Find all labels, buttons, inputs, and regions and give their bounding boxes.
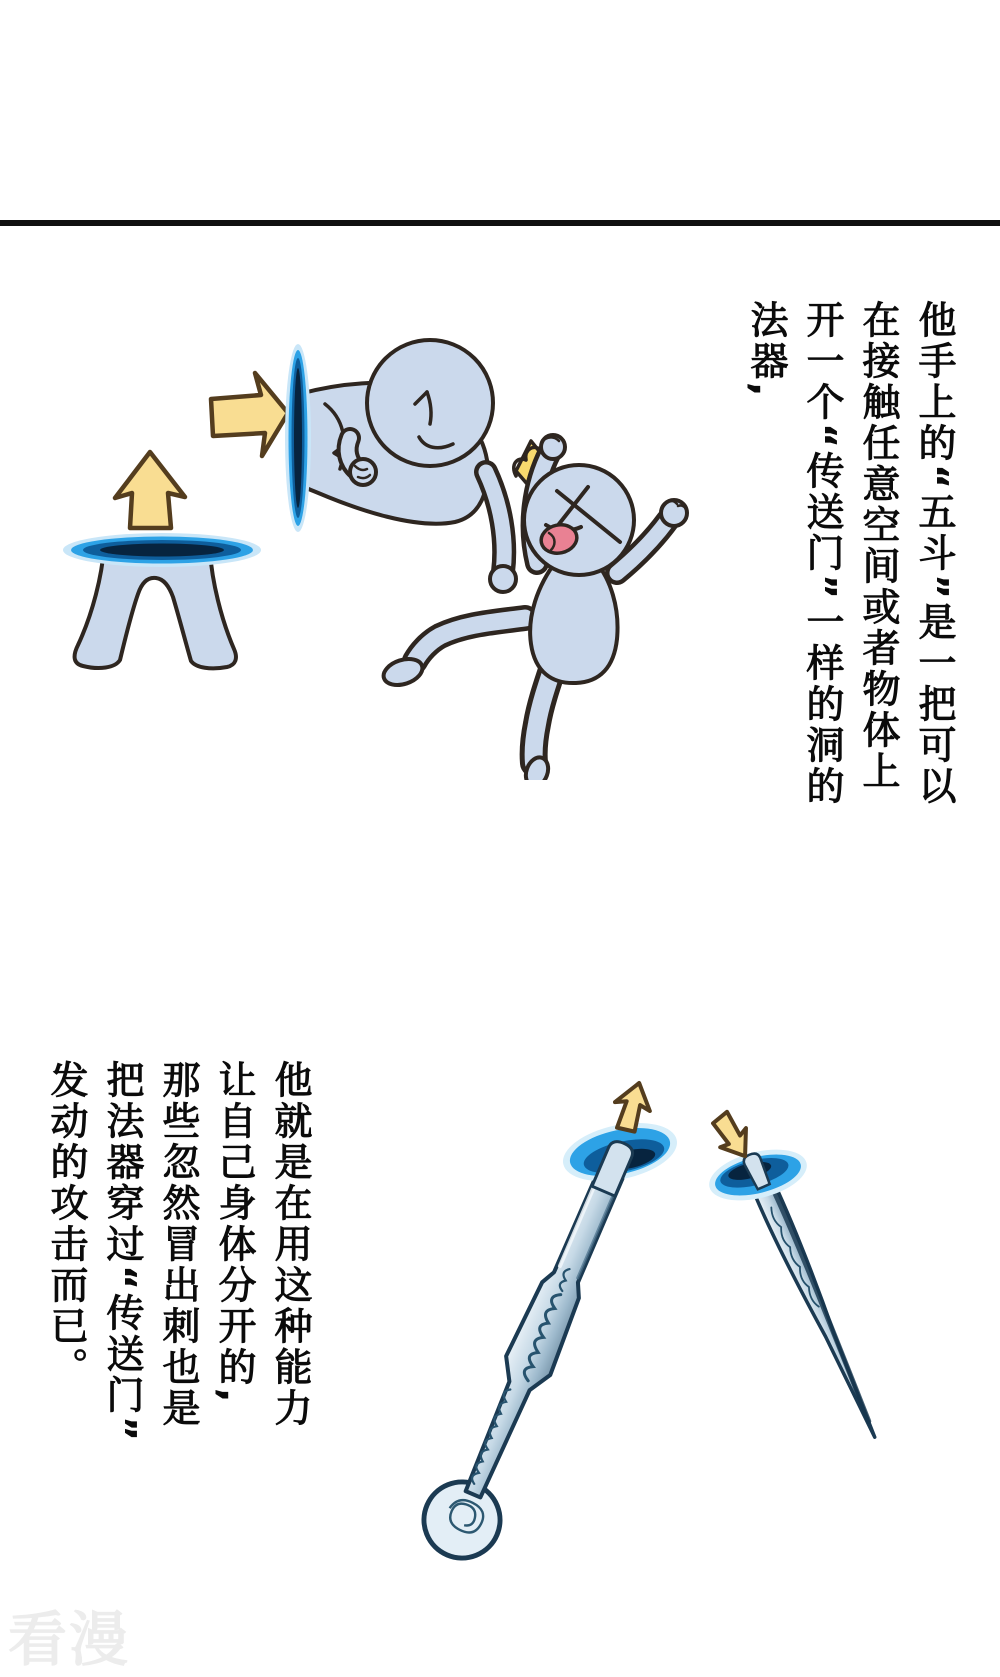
- blade-tip-item: [746, 1166, 885, 1442]
- caption-column: 他手上的“五斗”是一把可以: [912, 300, 956, 807]
- wall-portal-icon: [285, 344, 311, 532]
- head: [524, 465, 634, 575]
- caption-column: 那些忽然冒出刺也是: [156, 1060, 200, 1429]
- caption-column: 他就是在用这种能力: [268, 1060, 312, 1429]
- caption-column: 发动的攻击而已。: [44, 1060, 88, 1388]
- caption-column: 在接触任意空间或者物体上: [856, 300, 900, 792]
- caption-bottom-left: [46, 1060, 310, 1444]
- watermark: 看漫: [8, 1605, 131, 1674]
- up-arrow-icon: [115, 452, 185, 528]
- sword-item: [412, 1125, 660, 1570]
- caption-column: 法器,: [744, 300, 788, 400]
- sword-pommel: [412, 1470, 512, 1570]
- right-arrow-icon: [211, 373, 288, 456]
- illustration-portal-characters: [40, 280, 700, 780]
- caption-column: 开一个“传送门”一样的洞的: [800, 300, 844, 807]
- illustration-sword-through-portals: [380, 1020, 900, 1580]
- upper-body-character: [299, 340, 516, 592]
- torso: [530, 560, 617, 683]
- left-leg: [380, 618, 525, 690]
- caption-top-right: [746, 300, 954, 807]
- far-arm: [486, 472, 516, 592]
- legs-through-floor-portal: [63, 533, 261, 668]
- panel-divider-line: [0, 220, 1000, 226]
- caption-column: 把法器穿过“传送门”: [100, 1060, 144, 1444]
- caption-column: 让自己身体分开的,: [212, 1060, 256, 1406]
- floor-portal-icon: [63, 533, 261, 567]
